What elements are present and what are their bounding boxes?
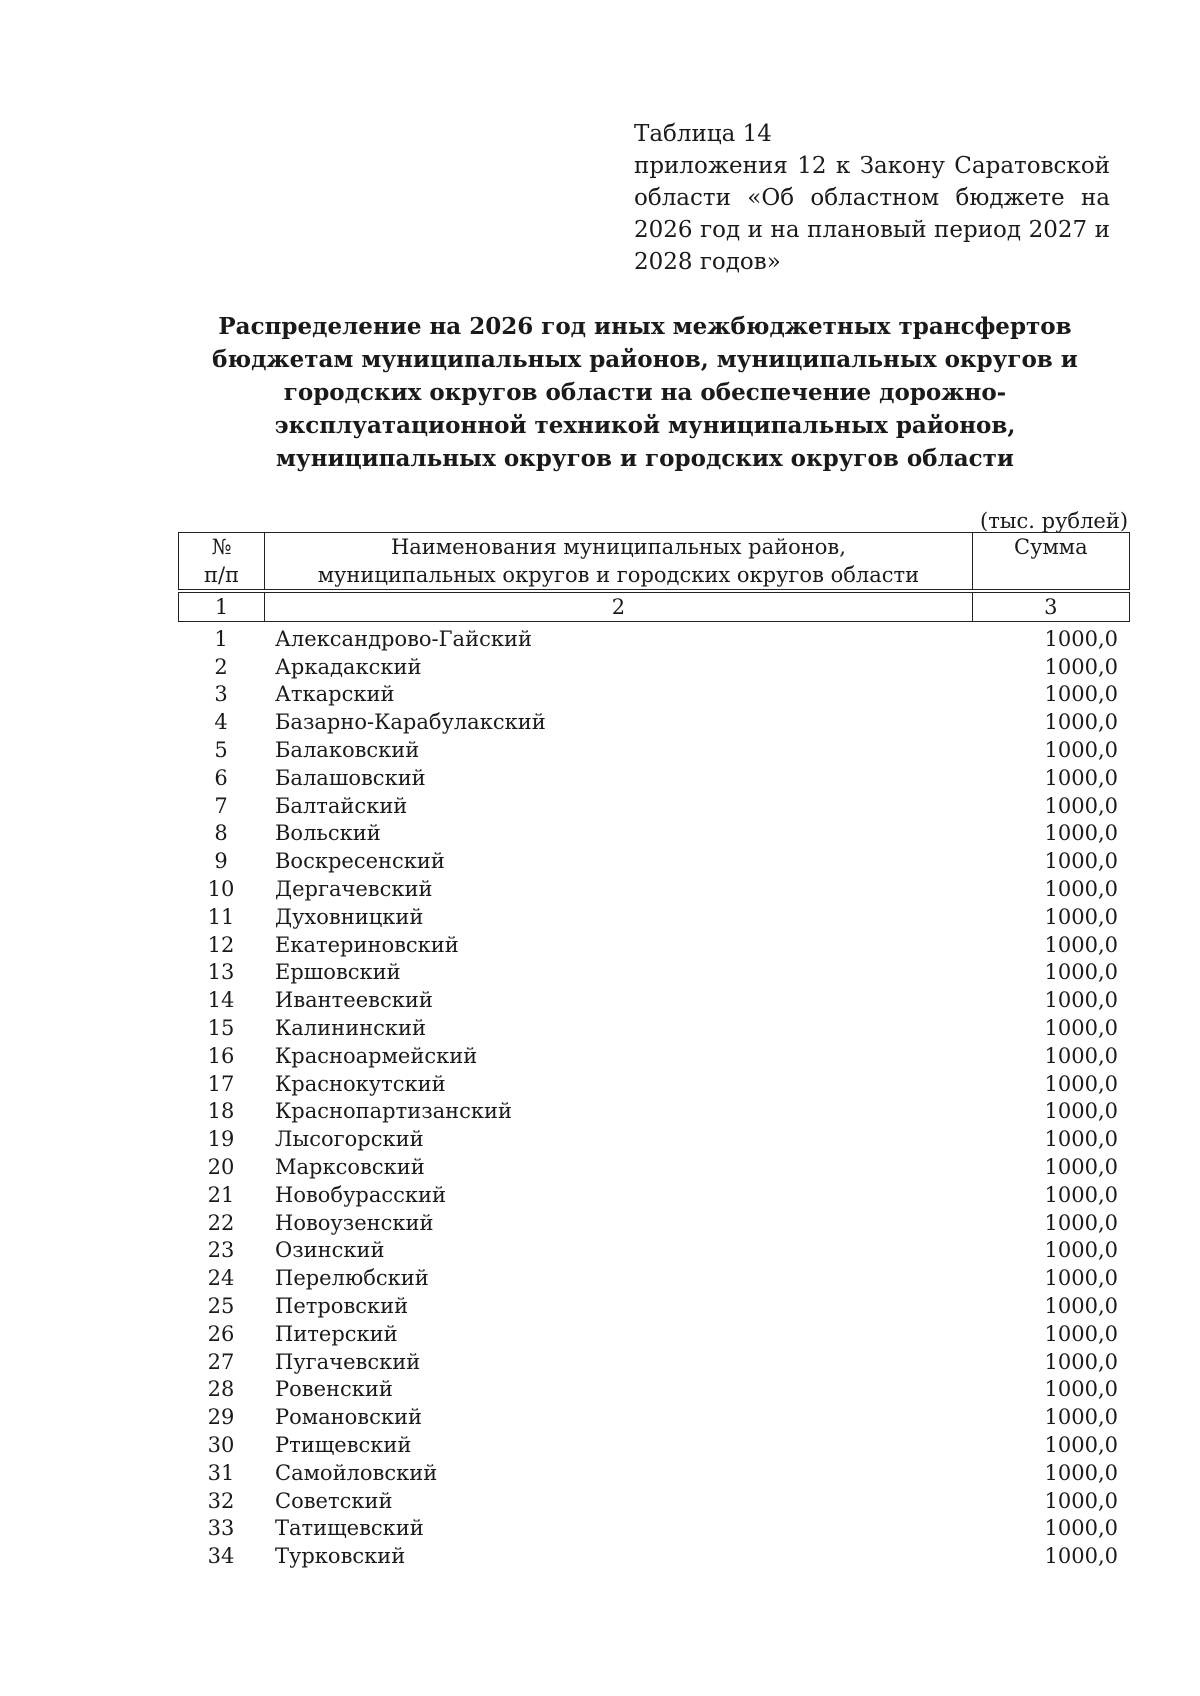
column-number-row	[179, 593, 1130, 622]
district-name: Самойловский	[275, 1460, 438, 1485]
table-row	[178, 708, 1130, 736]
table-row	[178, 986, 1130, 1014]
row-number: 1	[214, 626, 228, 651]
table-row	[178, 847, 1130, 875]
amount: 1000,0	[1044, 1266, 1118, 1291]
district-name: Красноармейский	[275, 1043, 478, 1068]
table-row	[178, 736, 1130, 764]
table-row	[178, 1209, 1130, 1237]
table-header	[178, 532, 1130, 622]
amount: 1000,0	[1044, 1016, 1118, 1041]
district-name: Краснокутский	[275, 1071, 446, 1096]
amount: 1000,0	[1044, 793, 1118, 818]
table-row	[178, 875, 1130, 903]
row-number: 30	[207, 1433, 235, 1457]
amount: 1000,0	[1044, 738, 1118, 763]
district-name: Ровенский	[275, 1377, 393, 1402]
table-row	[178, 1487, 1130, 1515]
amount: 1000,0	[1044, 904, 1118, 929]
amount: 1000,0	[1044, 1071, 1118, 1096]
row-number: 25	[207, 1294, 235, 1319]
row-number: 24	[207, 1266, 235, 1291]
header-name-cell	[265, 533, 972, 590]
amount: 1000,0	[1044, 1544, 1118, 1569]
amount: 1000,0	[1044, 1405, 1118, 1430]
header-num-line2: п/п	[204, 563, 240, 587]
header-name-line2: муниципальных округов и городских округов области	[317, 563, 920, 587]
amount: 1000,0	[1044, 821, 1118, 846]
amount: 1000,0	[1044, 1238, 1118, 1263]
district-name: Перелюбский	[275, 1266, 429, 1291]
district-name: Аркадакский	[275, 654, 422, 679]
row-number: 31	[207, 1460, 235, 1485]
table-body	[178, 625, 1130, 1570]
row-number: 6	[214, 765, 228, 790]
units-label: (тыс. рублей)	[980, 509, 1129, 533]
amount: 1000,0	[1044, 710, 1118, 735]
table-row	[178, 959, 1130, 987]
amount: 1000,0	[1044, 877, 1118, 902]
district-name: Балаковский	[275, 738, 420, 763]
document-title: Распределение на 2026 год иных межбюджетных трансфертов бюджетам муниципальных районов, муниципальных округов и городских округов области на обеспечение дорожно-эксплуатационной техникой муниципальных районов, муниципальных округов и городских округов области	[212, 313, 1078, 472]
district-name: Воскресенский	[275, 849, 445, 874]
row-number: 21	[207, 1182, 235, 1207]
table-row	[178, 1098, 1130, 1126]
district-name: Питерский	[275, 1321, 398, 1346]
row-number: 14	[207, 988, 235, 1013]
district-name: Духовницкий	[275, 904, 424, 929]
table-row	[178, 931, 1130, 959]
table-row	[178, 1042, 1130, 1070]
header-num-line1: №	[211, 535, 232, 559]
row-number: 29	[207, 1405, 235, 1430]
table-row	[178, 1181, 1130, 1209]
header-sum-cell	[972, 533, 1129, 590]
table-row	[178, 1403, 1130, 1431]
row-number: 11	[207, 904, 235, 929]
amount: 1000,0	[1044, 1155, 1118, 1180]
row-number: 4	[214, 710, 228, 735]
district-name: Петровский	[275, 1294, 409, 1319]
row-number: 5	[214, 738, 228, 763]
row-number: 12	[207, 932, 235, 957]
amount: 1000,0	[1044, 1349, 1118, 1374]
table-row	[178, 1515, 1130, 1543]
amount: 1000,0	[1044, 1321, 1118, 1346]
row-number: 2	[214, 654, 228, 679]
row-number: 13	[207, 960, 235, 985]
table-row	[178, 1431, 1130, 1459]
row-number: 19	[207, 1127, 235, 1152]
amount: 1000,0	[1044, 654, 1118, 679]
amount: 1000,0	[1044, 960, 1118, 985]
row-number: 28	[207, 1377, 235, 1402]
table-row	[178, 903, 1130, 931]
appendix-reference: приложения 12 к Закону Саратовской области «Об областном бюджете на 2026 год и на плановый период 2027 и 2028 годов»	[634, 153, 1110, 275]
district-name: Екатериновский	[275, 932, 459, 957]
row-number: 10	[207, 877, 235, 902]
table-row	[178, 1125, 1130, 1153]
row-number: 18	[207, 1099, 235, 1124]
table-row	[178, 820, 1130, 848]
row-number: 9	[214, 849, 228, 874]
row-number: 34	[207, 1544, 235, 1569]
row-number: 23	[207, 1238, 235, 1263]
row-number: 32	[207, 1488, 235, 1513]
table-row	[178, 1376, 1130, 1404]
table-row	[178, 625, 1130, 653]
table-row	[178, 1320, 1130, 1348]
amount: 1000,0	[1044, 1488, 1118, 1513]
row-number: 17	[207, 1071, 235, 1096]
district-name: Вольский	[275, 821, 381, 846]
row-number: 16	[207, 1043, 235, 1068]
district-name: Ершовский	[275, 960, 401, 985]
amount: 1000,0	[1044, 1460, 1118, 1485]
header-sum: Сумма	[1014, 535, 1088, 559]
table-row	[178, 1542, 1130, 1570]
amount: 1000,0	[1044, 1099, 1118, 1124]
district-name: Дергачевский	[275, 877, 433, 902]
column-number-1: 1	[179, 593, 265, 622]
row-number: 33	[207, 1516, 235, 1541]
district-name: Калининский	[275, 1016, 426, 1041]
table-header-row	[179, 533, 1130, 590]
district-name: Ртищевский	[275, 1433, 412, 1457]
table-row	[178, 1459, 1130, 1487]
amount: 1000,0	[1044, 932, 1118, 957]
table-row	[178, 1070, 1130, 1098]
row-number: 22	[207, 1210, 235, 1235]
column-number-3: 3	[972, 593, 1129, 622]
district-name: Базарно-Карабулакский	[275, 710, 546, 735]
header-num-cell	[179, 533, 265, 590]
column-number-2: 2	[265, 593, 972, 622]
amount: 1000,0	[1044, 1516, 1118, 1541]
amount: 1000,0	[1044, 1377, 1118, 1402]
district-name: Балашовский	[275, 765, 426, 790]
district-name: Новобурасский	[275, 1182, 447, 1207]
district-name: Балтайский	[275, 793, 408, 818]
table-number-label: Таблица 14	[634, 121, 772, 147]
district-name: Романовский	[275, 1405, 422, 1430]
table-row	[178, 792, 1130, 820]
amount: 1000,0	[1044, 988, 1118, 1013]
row-number: 26	[207, 1321, 235, 1346]
amount: 1000,0	[1044, 1127, 1118, 1152]
document-header	[634, 118, 1110, 278]
amount: 1000,0	[1044, 626, 1118, 651]
table-row	[178, 1014, 1130, 1042]
amount: 1000,0	[1044, 849, 1118, 874]
table-row	[178, 681, 1130, 709]
table-row	[178, 1237, 1130, 1265]
amount: 1000,0	[1044, 765, 1118, 790]
district-name: Аткарский	[275, 682, 395, 707]
district-name: Ивантеевский	[275, 988, 433, 1013]
amount: 1000,0	[1044, 1043, 1118, 1068]
district-name: Турковский	[275, 1544, 406, 1569]
table-row	[178, 1153, 1130, 1181]
amount: 1000,0	[1044, 1210, 1118, 1235]
header-name-line1: Наименования муниципальных районов,	[390, 535, 846, 559]
district-name: Советский	[275, 1488, 393, 1513]
district-name: Лысогорский	[275, 1127, 424, 1152]
district-name: Краснопартизанский	[275, 1099, 513, 1124]
table-row	[178, 1348, 1130, 1376]
table-row	[178, 1292, 1130, 1320]
row-number: 7	[214, 793, 228, 818]
row-number: 20	[207, 1155, 235, 1180]
amount: 1000,0	[1044, 1433, 1118, 1457]
row-number: 27	[207, 1349, 235, 1374]
district-name: Озинский	[275, 1238, 385, 1263]
row-number: 3	[214, 682, 228, 707]
table-row	[178, 1264, 1130, 1292]
district-name: Татищевский	[275, 1516, 424, 1541]
amount: 1000,0	[1044, 682, 1118, 707]
amount: 1000,0	[1044, 1182, 1118, 1207]
district-name: Марксовский	[275, 1155, 425, 1180]
amount: 1000,0	[1044, 1294, 1118, 1319]
table-row	[178, 653, 1130, 681]
row-number: 8	[214, 821, 228, 846]
district-name: Александрово-Гайский	[275, 626, 532, 651]
district-name: Новоузенский	[275, 1210, 434, 1235]
district-name: Пугачевский	[275, 1349, 421, 1374]
table-row	[178, 764, 1130, 792]
row-number: 15	[207, 1016, 235, 1041]
